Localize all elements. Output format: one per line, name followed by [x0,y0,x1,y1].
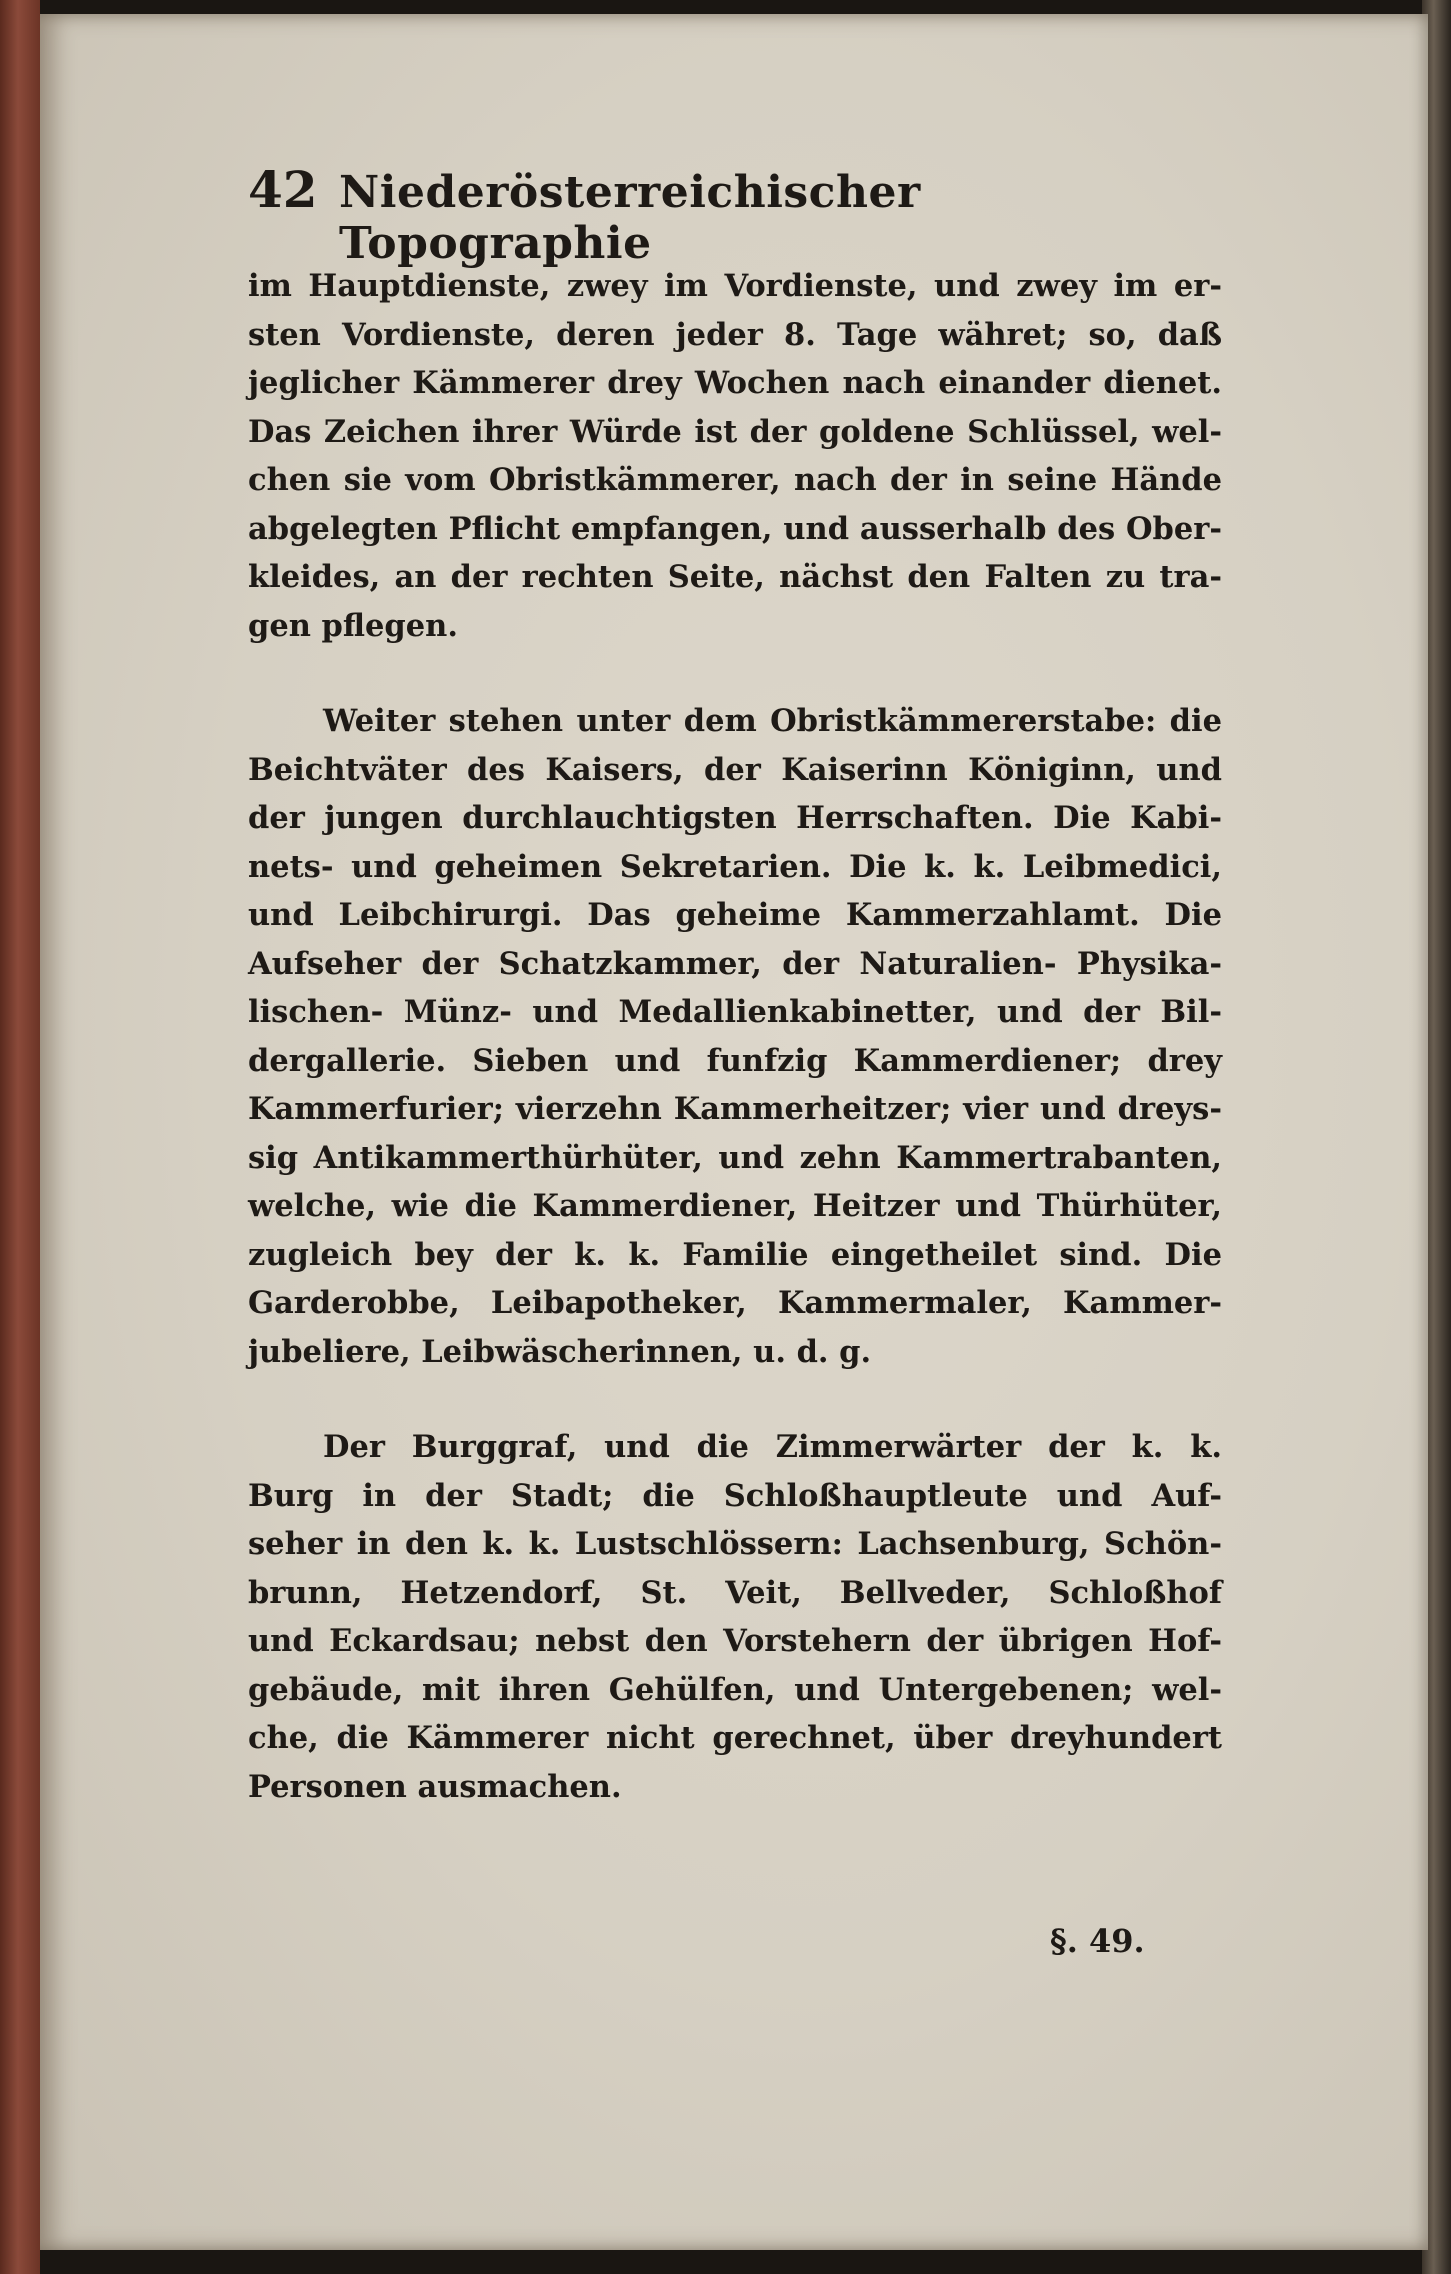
text-line: gebäude, mit ihren Gehülfen, und Untergebenen; wel- [248,1671,1222,1708]
text-line: jeglicher Kämmerer drey Wochen nach einander dienet. [248,365,1222,401]
text-line: Das Zeichen ihrer Würde ist der goldene Schlüssel, wel- [248,413,1222,450]
text-line: und Eckardsau; nebst den Vorstehern der übrigen Hof- [248,1623,1222,1659]
text-line: jubeliere, Leibwäscherinnen, u. d. g. [248,1333,872,1370]
text-line: che, die Kämmerer nicht gerechnet, über dreyhundert [248,1720,1222,1756]
running-title: Niederösterreichischer Topographie [339,167,921,269]
text-line: und Leibchirurgi. Das geheime Kammerzahlamt. Die [248,897,1222,933]
text-line: Beichtväter des Kaisers, der Kaiserinn Königinn, und [248,751,1222,788]
text-line: Der Burggraf, und die Zimmerwärter der k. k. [323,1429,1222,1465]
paragraph-2 [248,697,1222,1376]
text-line: abgelegten Pflicht empfangen, und ausserhalb des Ober- [248,510,1222,547]
paragraph-3 [248,1423,1222,1811]
book-cover-edge [0,0,40,2274]
text-line: seher in den k. k. Lustschlössern: Lachsenburg, Schön- [248,1526,1222,1562]
text-line: sig Antikammerthürhüter, und zehn Kammertrabanten, [248,1139,1222,1176]
text-line: kleides, an der rechten Seite, nächst den Falten zu tra- [248,559,1222,595]
text-line: zugleich bey der k. k. Familie eingetheilet sind. Die [248,1236,1222,1273]
text-line: im Hauptdienste, zwey im Vordienste, und zwey im er- [248,268,1222,304]
body-text [248,262,1222,1811]
page-number: 42 [248,160,318,219]
text-line: sten Vordienste, deren jeder 8. Tage währet; so, daß [248,316,1222,353]
text-line: brunn, Hetzendorf, St. Veit, Bellveder, Schloßhof [248,1574,1222,1611]
text-line: der jungen durchlauchtigsten Herrschaften. Die Kabi- [248,800,1222,836]
text-line: gen pflegen. [248,607,458,644]
text-line: nets- und geheimen Sekretarien. Die k. k. Leibmedici, [248,848,1222,885]
paragraph-gap [248,1376,1222,1423]
paragraph-1 [248,262,1222,650]
text-line: Kammerfurier; vierzehn Kammerheitzer; vier und dreys- [248,1091,1222,1127]
text-line: welche, wie die Kammerdiener, Heitzer und Thürhüter, [248,1188,1222,1224]
text-line: Garderobbe, Leibapotheker, Kammermaler, Kammer- [248,1285,1222,1321]
paragraph-gap [248,650,1222,697]
page-header [248,160,1128,269]
text-line: Personen ausmachen. [248,1768,622,1805]
text-line: Burg in der Stadt; die Schloßhauptleute und Auf- [248,1477,1222,1514]
text-line: Weiter stehen unter dem Obristkämmererstabe: die [323,703,1222,739]
text-line: lischen- Münz- und Medallienkabinetter, und der Bil- [248,994,1222,1030]
catchword: §. 49. [1050,1922,1145,1960]
text-line: dergallerie. Sieben und funfzig Kammerdiener; drey [248,1042,1222,1079]
text-line: Aufseher der Schatzkammer, der Naturalien- Physika- [248,945,1222,982]
text-line: chen sie vom Obristkämmerer, nach der in seine Hände [248,462,1222,498]
